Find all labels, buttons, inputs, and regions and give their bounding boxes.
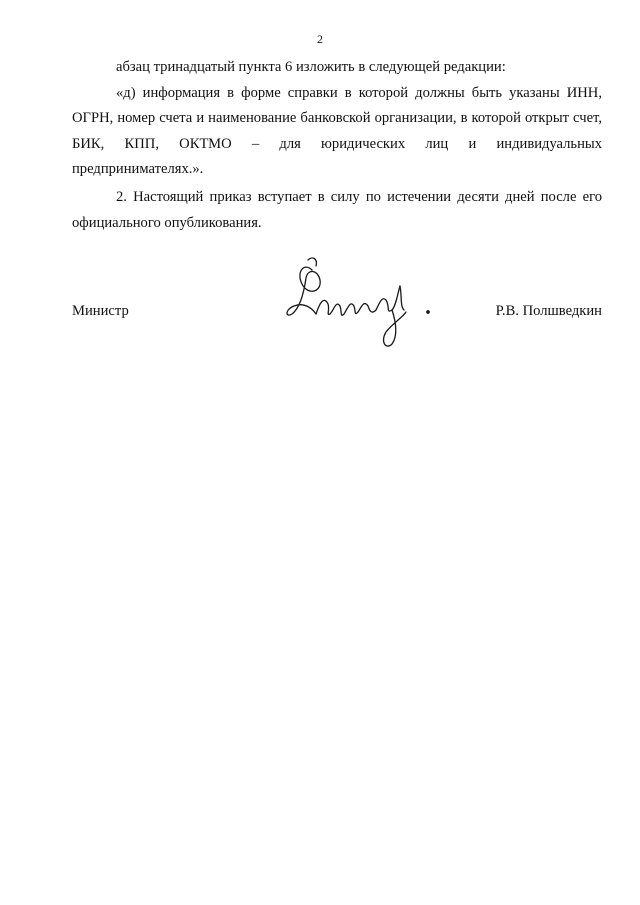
document-body — [72, 55, 602, 236]
paragraph-effective-date: 2. Настоящий приказ вступает в силу по истечении десяти дней после его официального опубликования. — [72, 188, 602, 231]
signatory-title: Министр — [72, 303, 129, 319]
paragraph-amendment-intro: абзац тринадцатый пункта 6 изложить в следующей редакции: — [116, 59, 506, 75]
page-number: 2 — [317, 32, 323, 46]
signatory-name: Р.В. Полшведкин — [495, 303, 602, 319]
handwritten-signature — [282, 252, 442, 352]
paragraph-amendment-text: «д) информация в форме справки в которой должны быть указаны ИНН, ОГРН, номер счета и наименование банковской организации, в которой открыт счет, БИК, КПП, ОКТМО – для юридических лиц и индивидуальных предпринимателях.». — [72, 84, 602, 178]
